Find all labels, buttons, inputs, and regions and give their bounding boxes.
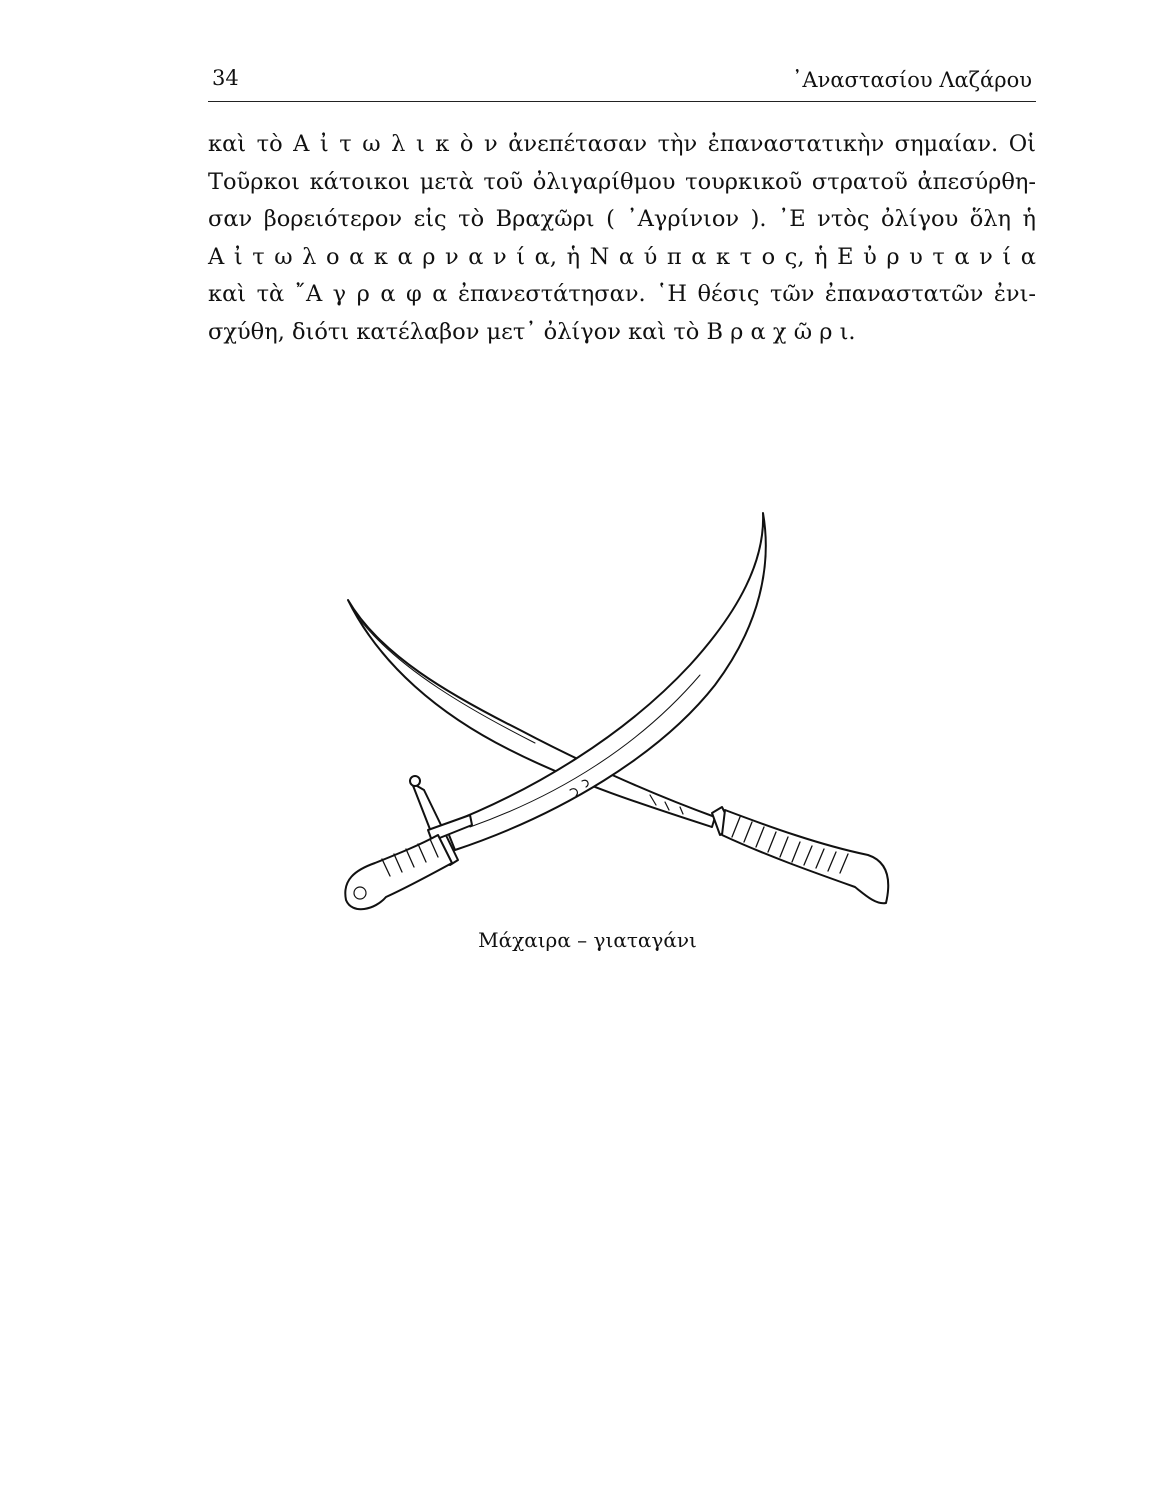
page-number: 34 bbox=[212, 66, 239, 90]
text-line: Τοῦρκοι κάτοικοι μετὰ τοῦ ὀλιγαρίθμου τουρκικοῦ στρατοῦ ἀπεσύρθη- bbox=[208, 168, 1036, 195]
text-line: καὶ τὰ ῎Α γ ρ α φ α ἐπανεστάτησαν. ῾Η θέσις τῶν ἐπαναστατῶν ἐνι- bbox=[208, 281, 1036, 307]
text-line: σαν βορειότερον εἰς τὸ Βραχῶρι ( ᾿Αγρίνιον ). ᾿Ε ντὸς ὀλίγου ὅλη ἡ bbox=[208, 206, 1036, 232]
machaira-handle bbox=[345, 835, 452, 909]
running-head: ᾿Αναστασίου Λαζάρου bbox=[791, 68, 1032, 92]
page-header bbox=[208, 66, 1034, 102]
yataghan-handle bbox=[722, 810, 888, 903]
figure-caption: Μάχαιρα – γιαταγάνι bbox=[478, 928, 697, 952]
text-line: Α ἰ τ ω λ ο α κ α ρ ν α ν ί α, ἡ Ν α ύ π α κ τ ο ς, ἡ Ε ὐ ρ υ τ α ν ί α bbox=[208, 243, 1036, 270]
text-line: καὶ τὸ Α ἰ τ ω λ ι κ ὸ ν ἀνεπέτασαν τὴν ἐπαναστατικὴν σημαίαν. Οἱ bbox=[208, 131, 1036, 157]
body-paragraph bbox=[208, 126, 1036, 351]
text-line: σχύθη, διότι κατέλαβον μετ᾿ ὀλίγον καὶ τὸ Β ρ α χ ῶ ρ ι. bbox=[208, 318, 856, 345]
crossed-sabres-illustration bbox=[320, 505, 900, 925]
machaira-blade bbox=[445, 513, 766, 850]
header-rule bbox=[208, 101, 1036, 102]
